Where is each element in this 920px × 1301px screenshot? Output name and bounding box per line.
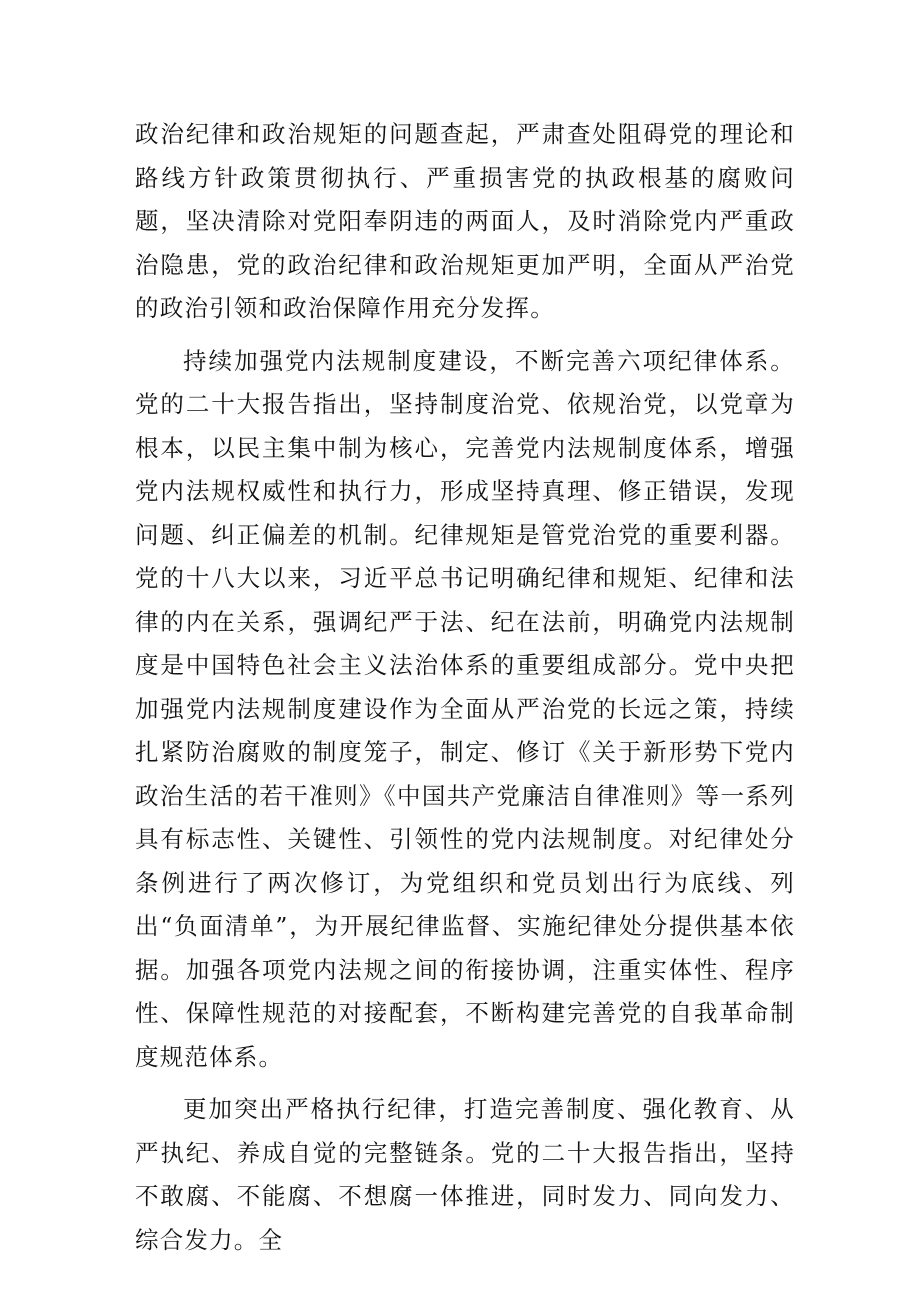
document-page [135,113,795,1271]
paragraph-continuation: 政治纪律和政治规矩的问题查起，严肃查处阻碍党的理论和路线方针政策贯彻执行、严重损害党的执政根基的腐败问题，坚决清除对党阳奉阴违的两面人，及时消除党内严重政治隐患，党的政治纪律和政治规矩更加严明，全面从严治党的政治引领和政治保障作用充分发挥。 [135,120,795,322]
paragraph-discipline-enforcement: 更加突出严格执行纪律，打造完善制度、强化教育、从严执纪、养成自觉的完整链条。党的二十大报告指出，坚持不敢腐、不能腐、不想腐一体推进，同时发力、同向发力、综合发力。全 [135,1095,795,1254]
paragraph-party-regulations: 持续加强党内法规制度建设，不断完善六项纪律体系。党的二十大报告指出，坚持制度治党、依规治党，以党章为根本，以民主集中制为核心，完善党内法规制度体系，增强党内法规权威性和执行力，形成坚持真理、修正错误，发现问题、纠正偏差的机制。纪律规矩是管党治党的重要利器。党的十八大以来，习近平总书记明确纪律和规矩、纪律和法律的内在关系，强调纪严于法、纪在法前，明确党内法规制度是中国特色社会主义法治体系的重要组成部分。党中央把加强党内法规制度建设作为全面从严治党的长远之策，持续扎紧防治腐败的制度笼子，制定、修订《关于新形势下党内政治生活的若干准则》《中国共产党廉洁自律准则》等一系列具有标志性、关键性、引领性的党内法规制度。对纪律处分条例进行了两次修订，为党组织和党员划出行为底线、列出“负面清单”，为开展纪律监督、实施纪律处分提供基本依据。加强各项党内法规之间的衔接协调，注重实体性、程序性、保障性规范的对接配套，不断构建完善党的自我革命制度规范体系。 [135,346,795,1071]
